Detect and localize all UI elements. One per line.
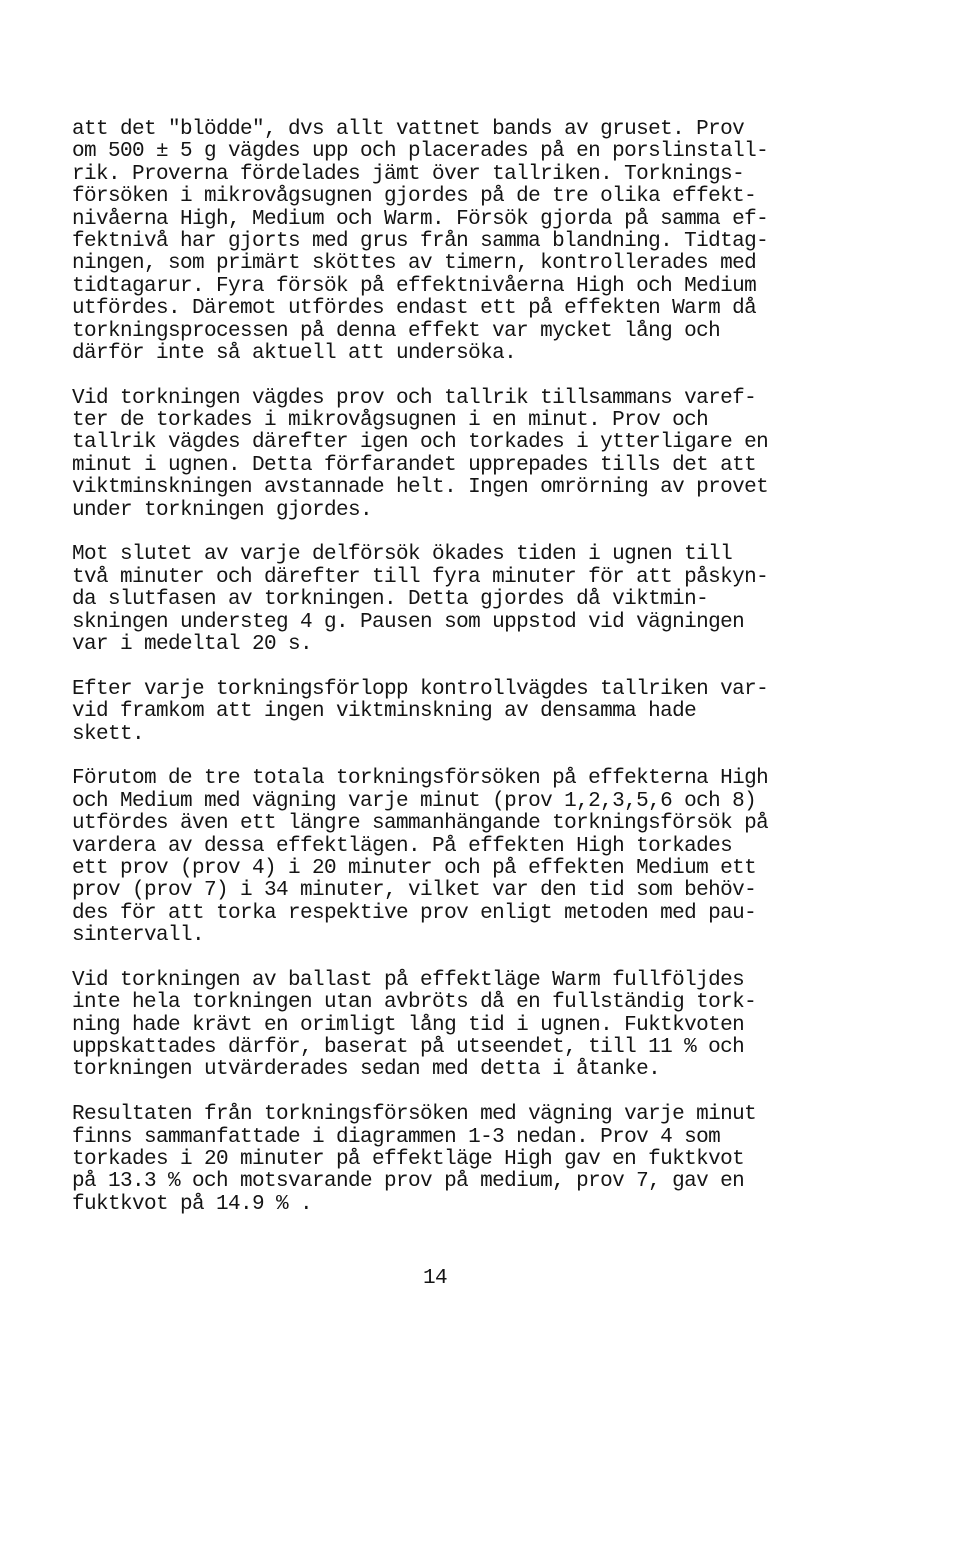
text-line: vardera av dessa effektlägen. På effekten High torkades <box>72 834 733 858</box>
text-line: prov (prov 7) i 34 minuter, vilket var den tid som behöv- <box>72 879 757 903</box>
text-line: rik. Proverna fördelades jämt över tallriken. Torknings- <box>72 162 745 186</box>
text-line: nivåerna High, Medium och Warm. Försök gjorda på samma ef- <box>72 207 769 231</box>
text-line: fektnivå har gjorts med grus från samma blandning. Tidtag- <box>72 229 769 253</box>
text-line: ett prov (prov 4) i 20 minuter och på effekten Medium ett <box>72 856 757 880</box>
text-line: var i medeltal 20 s. <box>72 632 313 656</box>
text-line: uppskattades därför, baserat på utseendet, till 11 % och <box>72 1036 745 1060</box>
text-line: tallrik vägdes därefter igen och torkades i ytterligare en <box>72 431 769 455</box>
text-line: Förutom de tre totala torkningsförsöken på effekterna High <box>72 767 769 791</box>
page-number: 14 <box>422 1267 447 1290</box>
text-line: ningen, som primärt sköttes av timern, kontrollerades med <box>72 252 757 276</box>
text-line: Efter varje torkningsförlopp kontrollvägdes tallriken var- <box>72 677 769 701</box>
text-line: Mot slutet av varje delförsök ökades tiden i ugnen till <box>72 543 733 567</box>
text-line: inte hela torkningen utan avbröts då en fullständig tork- <box>72 991 757 1015</box>
text-line: Resultaten från torkningsförsöken med vägning varje minut <box>72 1103 757 1127</box>
text-line: under torkningen gjordes. <box>72 498 373 522</box>
text-line: därför inte så aktuell att undersöka. <box>72 341 517 365</box>
paragraph <box>72 768 872 947</box>
text-line: utfördes. Däremot utfördes endast ett på effekten Warm då <box>72 297 757 321</box>
text-line: sintervall. <box>72 924 205 948</box>
text-line: viktminskningen avstannade helt. Ingen omrörning av provet <box>72 476 769 500</box>
text-line: vid framkom att ingen viktminskning av densamma hade <box>72 700 697 724</box>
text-line: på 13.3 % och motsvarande prov på medium, prov 7, gav en <box>72 1170 745 1194</box>
text-line: minut i ugnen. Detta förfarandet upprepades tills det att <box>72 453 757 477</box>
text-line: att det "blödde", dvs allt vattnet bands av gruset. Prov <box>72 118 745 141</box>
text-line: Vid torkningen av ballast på effektläge Warm fullföljdes <box>72 968 745 992</box>
text-line: försöken i mikrovågsugnen gjordes på de tre olika effekt- <box>72 185 757 209</box>
paragraph <box>72 544 872 656</box>
text-line: skningen understeg 4 g. Pausen som uppstod vid vägningen <box>72 610 745 634</box>
text-line: des för att torka respektive prov enligt metoden med pau- <box>72 901 757 925</box>
text-line: tidtagarur. Fyra försök på effektnivåerna High och Medium <box>72 274 757 298</box>
text-line: och Medium med vägning varje minut (prov 1,2,3,5,6 och 8) <box>72 789 757 813</box>
text-line: två minuter och därefter till fyra minuter för att påskyn- <box>72 565 769 589</box>
body-text <box>72 119 872 1239</box>
paragraph <box>72 119 872 365</box>
paragraph <box>72 679 872 746</box>
text-line: da slutfasen av torkningen. Detta gjordes då viktmin- <box>72 588 709 612</box>
text-line: torkades i 20 minuter på effektläge High gav en fuktkvot <box>72 1147 745 1171</box>
text-line: ter de torkades i mikrovågsugnen i en minut. Prov och <box>72 409 709 433</box>
text-line: ning hade krävt en orimligt lång tid i ugnen. Fuktkvoten <box>72 1013 745 1037</box>
paragraph <box>72 388 872 522</box>
text-line: torkningen utvärderades sedan med detta i åtanke. <box>72 1058 661 1082</box>
paragraph <box>72 1104 872 1216</box>
paragraph <box>72 970 872 1082</box>
text-line: Vid torkningen vägdes prov och tallrik tillsammans varef- <box>72 386 757 410</box>
text-line: fuktkvot på 14.9 % . <box>72 1192 313 1216</box>
text-line: skett. <box>72 722 145 746</box>
text-line: utfördes även ett längre sammanhängande torkningsförsök på <box>72 812 769 836</box>
text-line: torkningsprocessen på denna effekt var mycket lång och <box>72 319 721 343</box>
text-line: om 500 ± 5 g vägdes upp och placerades på en porslinstall- <box>72 140 769 164</box>
text-line: finns sammanfattade i diagrammen 1-3 nedan. Prov 4 som <box>72 1125 721 1149</box>
